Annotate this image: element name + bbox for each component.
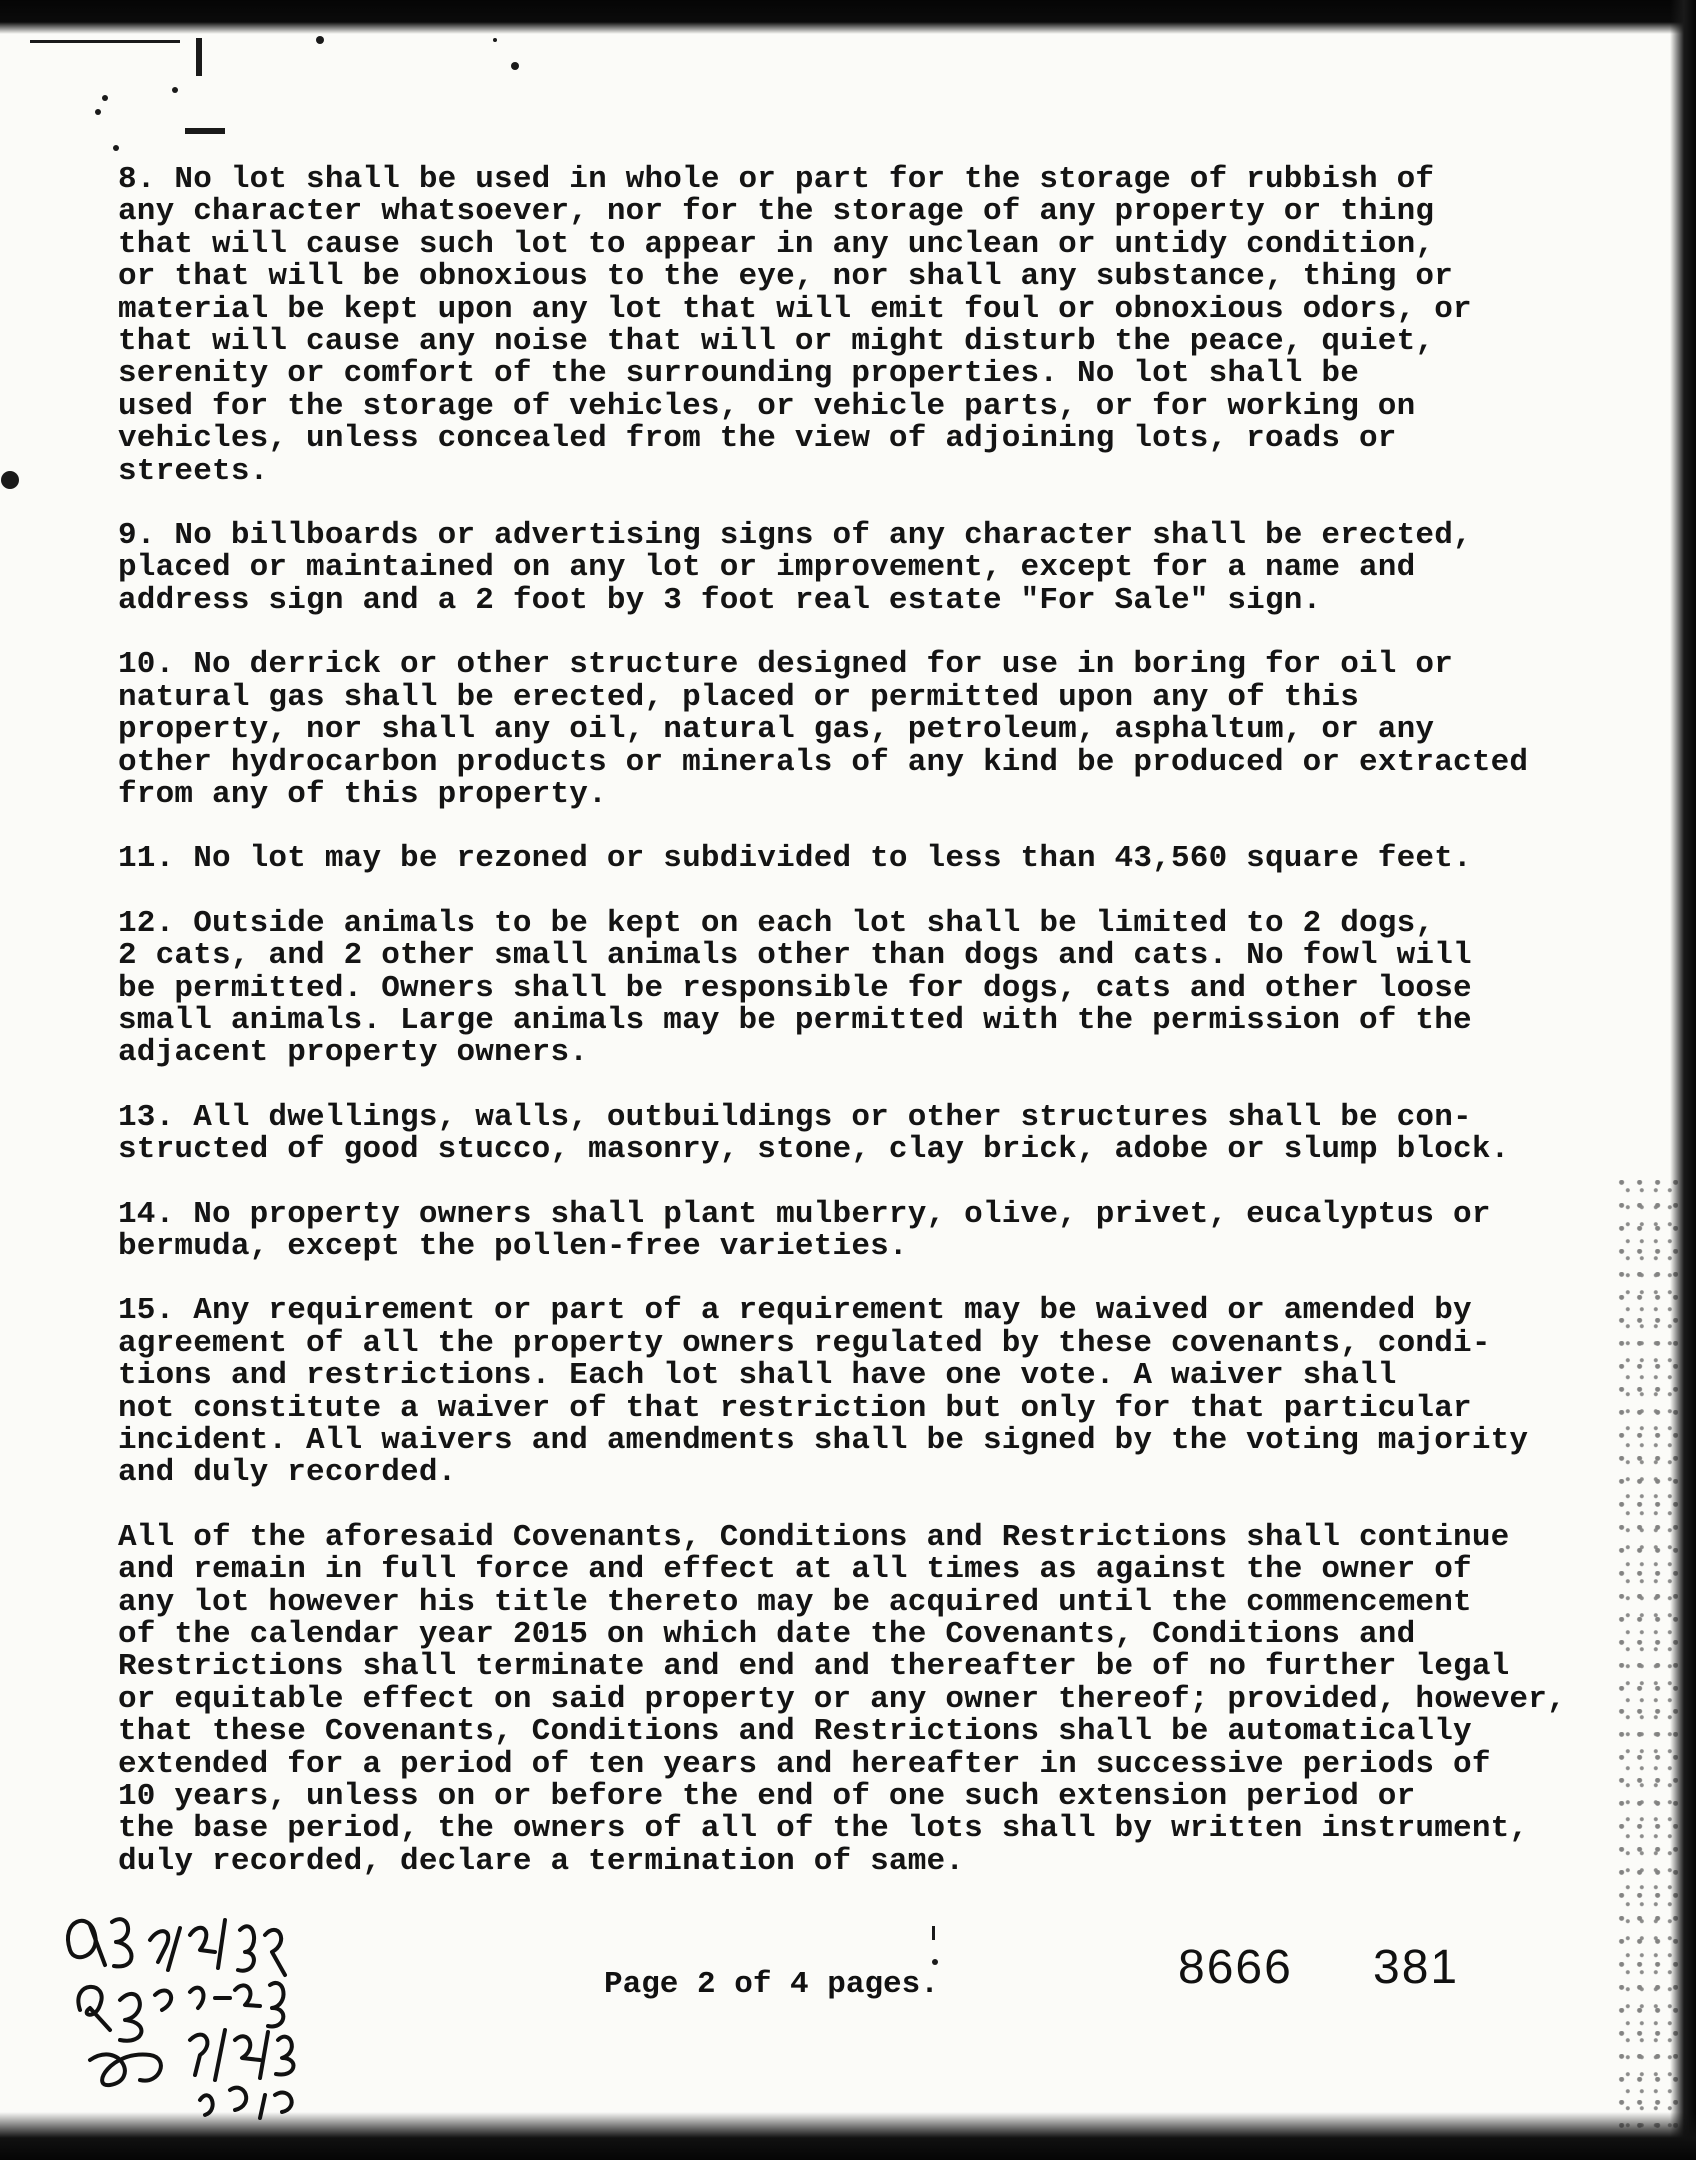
handwritten-initials-signature bbox=[50, 1880, 370, 2120]
recording-page-number: 381 bbox=[1373, 1941, 1460, 1994]
covenants-text bbox=[118, 164, 1618, 1910]
paragraph-9: 9. No billboards or advertising signs of any character shall be erected, placed or maintained on any lot or improvement, except for a name and address sign and a 2 foot by 3 foot real estate "For Sale" sign. bbox=[118, 518, 1472, 618]
paragraph-8: 8. No lot shall be used in whole or part for the storage of rubbish of any character whatsoever, nor for the storage of any property or thing that will cause such lot to appear in any unclean or untidy condition, or that will be obnoxious to the eye, nor shall any substance, thing or material be kept upon any lot that will emit foul or obnoxious odors, or that will cause any noise that will or might disturb the peace, quiet, serenity or comfort of the surrounding properties. No lot shall be used for the storage of vehicles, or vehicle parts, or for working on vehicles, unless concealed from the view of adjoining lots, roads or streets. bbox=[118, 162, 1472, 489]
scan-noise bbox=[1618, 1180, 1678, 2140]
page-number: Page 2 of 4 pages. bbox=[604, 1967, 939, 2002]
paragraph-11: 11. No lot may be rezoned or subdivided to less than 43,560 square feet. bbox=[118, 841, 1472, 877]
paragraph-term: All of the aforesaid Covenants, Conditions and Restrictions shall continue and remain in full force and effect at all times as against the owner of any lot however his title thereto may be acquired until the commencement of the calendar year 2015 on which date the Covenants, Conditions and Restrictions shall terminate and end and thereafter be of no further legal or equitable effect on said property or any owner thereof; provided, however, that these Covenants, Conditions and Restrictions shall be automatically extended for a period of ten years and hereafter in successive periods of 10 years, unless on or before the end of one such extension period or the base period, the owners of all of the lots shall by written instrument, duly recorded, declare a termination of same. bbox=[118, 1519, 1566, 1879]
scan-border-top bbox=[0, 0, 1696, 34]
paragraph-10: 10. No derrick or other structure designed for use in boring for oil or natural gas shall be erected, placed or permitted upon any of this property, nor shall any oil, natural gas, petroleum, asphaltum, or any other hydrocarbon products or minerals of any kind be produced or extracted from any of this property. bbox=[118, 647, 1529, 812]
paragraph-12: 12. Outside animals to be kept on each lot shall be limited to 2 dogs, 2 cats, and 2 other small animals other than dogs and cats. No fowl will be permitted. Owners shall be responsible for dogs, cats and other loose small animals. Large animals may be permitted with the permission of the adjacent property owners. bbox=[118, 905, 1472, 1071]
paragraph-13: 13. All dwellings, walls, outbuildings or other structures shall be con- structed of good stucco, masonry, stone, clay brick, adobe or slump block. bbox=[118, 1099, 1510, 1168]
paragraph-14: 14. No property owners shall plant mulberry, olive, privet, eucalyptus or bermuda, except the pollen-free varieties. bbox=[118, 1196, 1491, 1264]
paragraph-15: 15. Any requirement or part of a requirement may be waived or amended by agreement of all the property owners regulated by these covenants, condi- tions and restrictions. Each lot shall have one vote. A waiver shall not constitute a waiver of that restriction but only for that particular incident. All waivers and amendments shall be signed by the voting majority and duly recorded. bbox=[118, 1293, 1529, 1491]
recording-book-number: 8666 bbox=[1178, 1941, 1293, 1994]
